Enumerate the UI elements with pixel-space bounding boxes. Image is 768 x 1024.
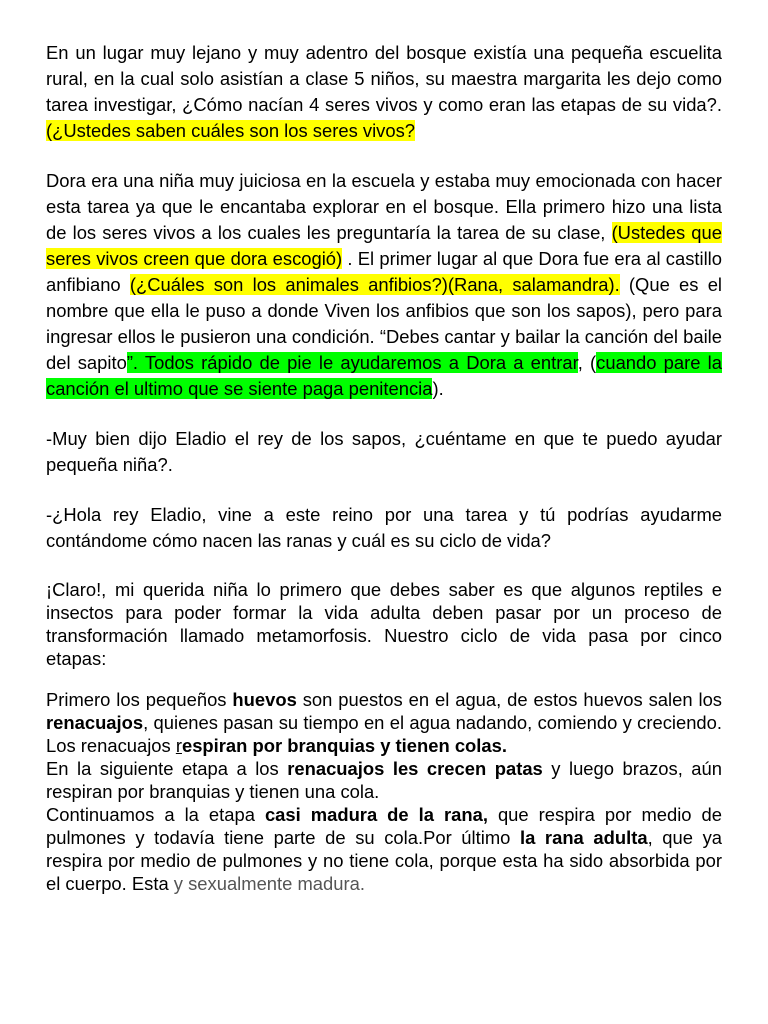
highlight-green-stand-up: ”. Todos rápido de pie le ayudaremos a Dora a entrar [126,352,578,373]
paragraph-metamorphosis: ¡Claro!, mi querida niña lo primero que debes saber es que algunos reptiles e insectos para poder formar la vida adulta deben pasar por un proceso de transformación llamado metamorfosis. Nuestro ciclo de vida pasa por cinco etapas: [46,579,722,669]
dora-text-2: . El primer lugar al que Dora fue era al castillo anfibiano [46,248,722,295]
cycle-text-7: que respira por medio de pulmones y todavía tiene parte de su cola.Por último [46,804,722,848]
bold-respiran: espiran por branquias y tienen colas. [181,735,507,756]
document-page [46,40,722,895]
cycle-text-8: , que ya respira por medio de pulmones y no tiene cola, porque esta ha sido absorbida por el cuerpo. Esta [46,827,723,894]
highlight-question-living-beings: (¿Ustedes saben cuáles son los seres vivos? [46,120,416,141]
gray-sexually-mature: y sexualmente madura. [168,873,365,894]
dora-text-1: Dora era una niña muy juiciosa en la escuela y estaba muy emocionada con hacer esta tarea ya que le encantaba explorar en el bosque. Ella primero hizo una lista de los seres vivos a los cuales les preguntaría la tarea de su clase, [46,170,722,243]
cycle-text-3: , quienes pasan su tiempo en el agua nadando, comiendo y creciendo. Los renacuajos [46,712,722,756]
highlight-question-dora-chose: (Ustedes que seres vivos creen que dora escogió) [46,222,722,269]
paragraph-eladio-reply: -Muy bien dijo Eladio el rey de los sapos, ¿cuéntame en que te puedo ayudar pequeña niña?. [46,428,722,475]
cycle-text-4: En la siguiente etapa a los [46,758,288,779]
dora-text-5: ). [432,378,444,399]
highlight-question-amphibians: (¿Cuáles son los animales anfibios?)(Rana, salamandra). [129,274,620,295]
paragraph-dora [46,168,722,402]
cycle-text-2: son puestos en el agua, de estos huevos salen los [296,689,722,710]
bold-rana-adulta: la rana adulta [519,827,648,848]
cycle-text-1: Primero los pequeños [46,689,233,710]
bold-patas: renacuajos les crecen patas [287,758,543,779]
highlight-green-penitence: cuando pare la canción el ultimo que se siente paga penitencia [46,352,722,399]
paragraph-dora-question: -¿Hola rey Eladio, vine a este reino por una tarea y tú podrías ayudarme contándome cómo nacen las ranas y cuál es su ciclo de vida? [46,504,722,551]
dora-text-3: (Que es el nombre que ella le puso a donde Viven los anfibios que son los sapos), pero para ingresar ellos le pusieron una condición. “Debes cantar y bailar la canción del baile del sapito [46,274,723,373]
cycle-text-6: Continuamos a la etapa [46,804,265,825]
paragraph-life-cycle [46,688,722,895]
cycle-text-5: y luego brazos, aún respiran por branquias y tienen una cola. [46,758,722,802]
bold-renacuajos: renacuajos [46,712,144,733]
bold-huevos: huevos [232,689,297,710]
dora-text-4: , ( [577,352,597,373]
intro-text: En un lugar muy lejano y muy adentro del bosque existía una pequeña escuelita rural, en la cual solo asistían a clase 5 niños, su maestra margarita les dejo como tarea investigar, ¿Cómo nacían 4 seres vivos y como eran las etapas de su vida?. [46,42,722,115]
paragraph-intro [46,40,722,144]
underlined-letter: r [175,735,182,756]
bold-casi-madura: casi madura de la rana, [264,804,488,825]
